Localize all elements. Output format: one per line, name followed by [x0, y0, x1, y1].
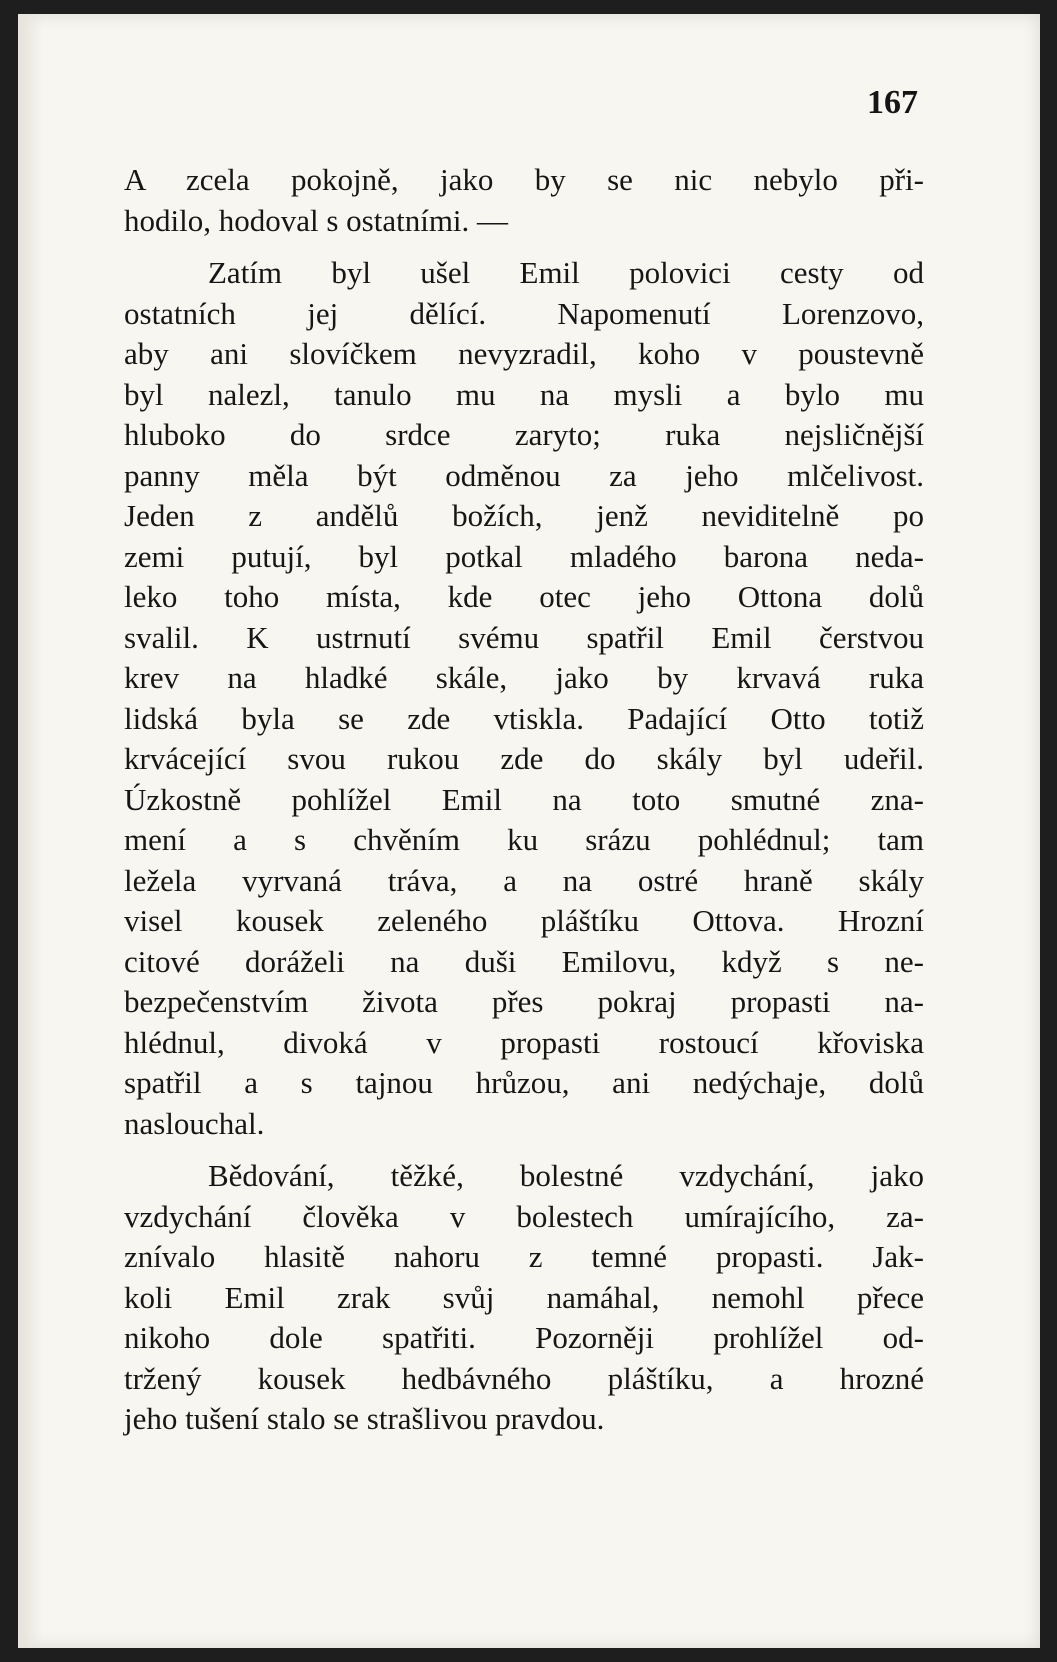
text-line: vzdychání člověka v bolestech umírajícího, za-	[124, 1198, 924, 1234]
text-line: lidská byla se zde vtiskla. Padající Otto totiž	[124, 700, 924, 736]
text-line: Jeden z andělů božích, jenž neviditelně po	[124, 498, 924, 533]
text-line: bezpečenstvím života přes pokraj propasti na-	[124, 984, 924, 1019]
text-line: ostatních jej dělící. Napomenutí Lorenzovo,	[124, 295, 924, 331]
text-line: ležela vyrvaná tráva, a na ostré hraně skály	[124, 862, 924, 898]
text-line: krev na hladké skále, jako by krvavá ruka	[124, 660, 924, 695]
text-line: hlédnul, divoká v propasti rostoucí křoviska	[124, 1024, 924, 1060]
text-line: visel kousek zeleného pláštíku Ottova. Hrozní	[124, 903, 924, 938]
paragraph	[124, 1156, 924, 1440]
text-line: citové doráželi na duši Emilovu, když s ne-	[124, 943, 924, 979]
text-line: Zatím byl ušel Emil polovici cesty od	[208, 255, 924, 290]
text-line: jeho tušení stalo se strašlivou pravdou.	[124, 1401, 605, 1436]
paragraph	[124, 253, 924, 1144]
text-line: zemi putují, byl potkal mladého barona neda-	[124, 538, 924, 574]
text-line: koli Emil zrak svůj namáhal, nemohl přece	[124, 1279, 924, 1315]
text-line: svalil. K ustrnutí svému spatřil Emil čerstvou	[124, 619, 924, 655]
page-gutter-shadow	[18, 14, 44, 1648]
text-line: aby ani slovíčkem nevyzradil, koho v poustevně	[124, 336, 924, 371]
paragraph-gap	[124, 1144, 924, 1156]
text-line: byl nalezl, tanulo mu na mysli a bylo mu	[124, 376, 924, 412]
text-line: krvácející svou rukou zde do skály byl udeřil.	[124, 741, 924, 776]
text-line: mení a s chvěním ku srázu pohlédnul; tam	[124, 822, 924, 857]
text-line: leko toho místa, kde otec jeho Ottona dolů	[124, 579, 924, 614]
text-line: A zcela pokojně, jako by se nic nebylo při-	[124, 162, 924, 197]
text-line: spatřil a s tajnou hrůzou, ani nedýchaje, dolů	[124, 1065, 924, 1100]
body-text	[124, 160, 924, 1440]
text-line: naslouchal.	[124, 1105, 265, 1141]
text-line: znívalo hlasitě nahoru z temné propasti. Jak-	[124, 1239, 924, 1274]
text-line: nikoho dole spatřiti. Pozorněji prohlížel od-	[124, 1320, 924, 1355]
text-line: Úzkostně pohlížel Emil na toto smutné zna-	[124, 781, 924, 817]
text-line: Bědování, těžké, bolestné vzdychání, jako	[208, 1158, 924, 1193]
text-line: hluboko do srdce zaryto; ruka nejsličnější	[124, 417, 924, 452]
page-number: 167	[867, 84, 918, 121]
text-line: tržený kousek hedbávného pláštíku, a hrozné	[124, 1360, 924, 1396]
text-line: panny měla být odměnou za jeho mlčelivost.	[124, 457, 924, 493]
paragraph	[124, 160, 924, 241]
paragraph-gap	[124, 241, 924, 253]
text-line: hodilo, hodoval s ostatními. —	[124, 202, 509, 238]
